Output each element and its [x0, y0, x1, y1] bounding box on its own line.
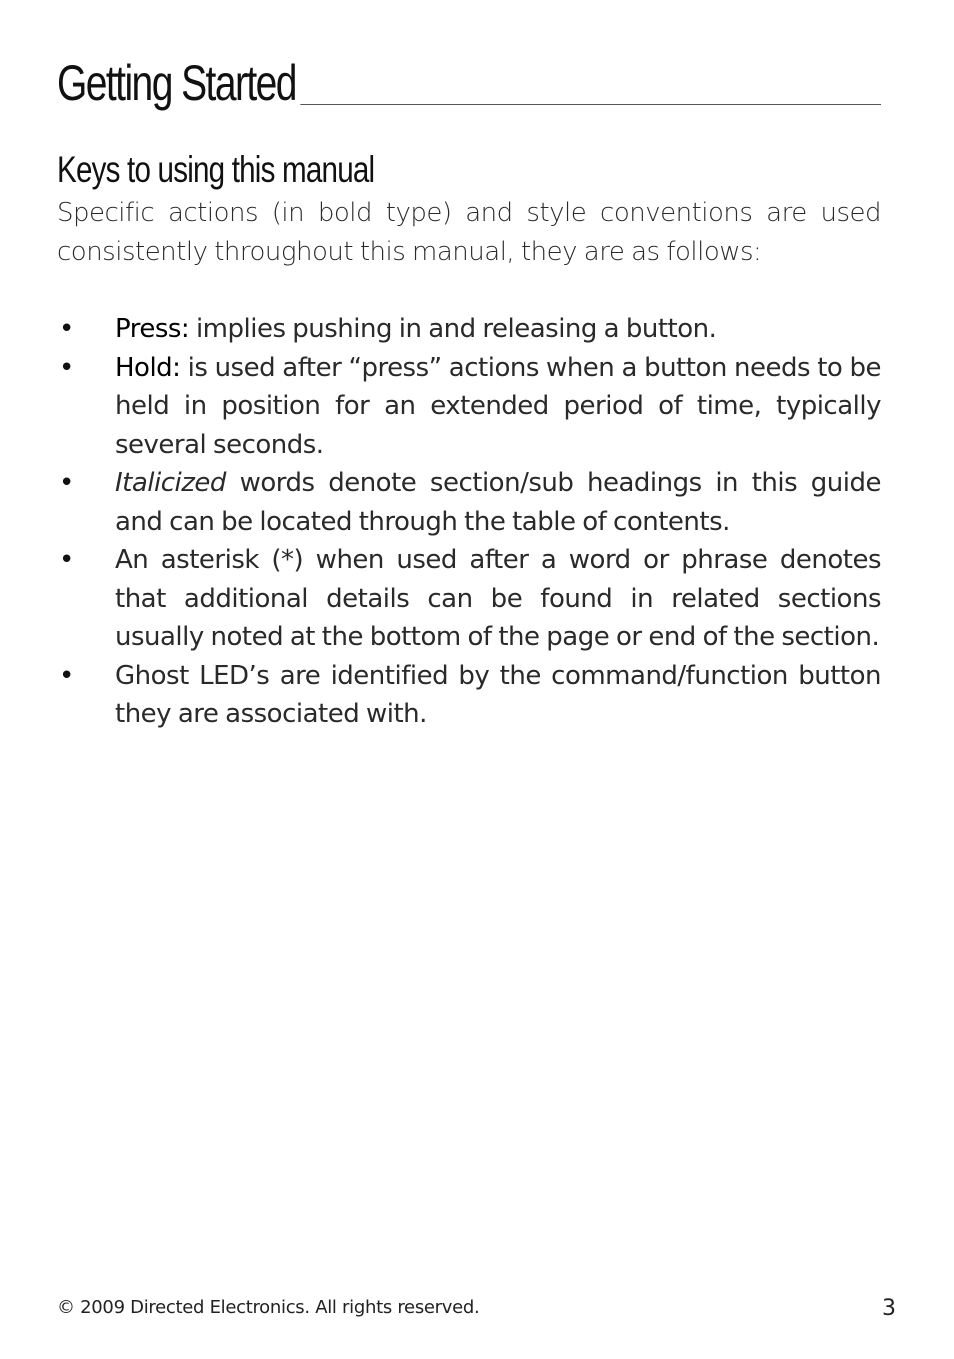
intro-paragraph: Specific actions (in bold type) and style conventions are used consistently throughout this manual, they are as follows: — [57, 198, 881, 267]
list-item-text: words denote section/sub headings in this guide and can be located through the table of contents. — [115, 468, 881, 537]
page-number: 3 — [882, 1296, 896, 1321]
term-italicized: Italicized — [115, 468, 226, 498]
conventions-list — [57, 310, 881, 734]
footer-copyright: © 2009 Directed Electronics. All rights reserved. — [57, 1297, 480, 1318]
list-item-hold — [57, 349, 881, 465]
bullet-icon: • — [59, 352, 74, 383]
list-item-asterisk — [57, 541, 881, 657]
list-item-text: implies pushing in and releasing a button. — [189, 314, 717, 344]
bullet-icon: • — [59, 468, 74, 498]
bullet-icon: • — [59, 545, 74, 575]
section-heading: Keys to using this manual — [57, 149, 375, 190]
list-item-text: Ghost LED’s are identified by the command/function button they are associated with. — [115, 660, 881, 729]
term-press: Press: — [115, 314, 190, 344]
list-item-text: An asterisk (*) when used after a word or phrase denotes that additional details can be found in related sections usually noted at the bottom of the page or end of the section. — [115, 545, 881, 652]
bullet-icon: • — [59, 660, 74, 691]
list-item-italicized — [57, 464, 881, 541]
term-hold: Hold: — [115, 352, 181, 383]
list-item-text: is used after “press” actions when a button needs to be held in position for an extended period of time, typically several seconds. — [115, 352, 881, 460]
list-item-ghost-led — [57, 657, 881, 734]
page-title: Getting Started — [57, 58, 301, 108]
page-title-rule — [57, 52, 881, 111]
list-item-press — [57, 310, 881, 349]
bullet-icon: • — [59, 314, 74, 344]
